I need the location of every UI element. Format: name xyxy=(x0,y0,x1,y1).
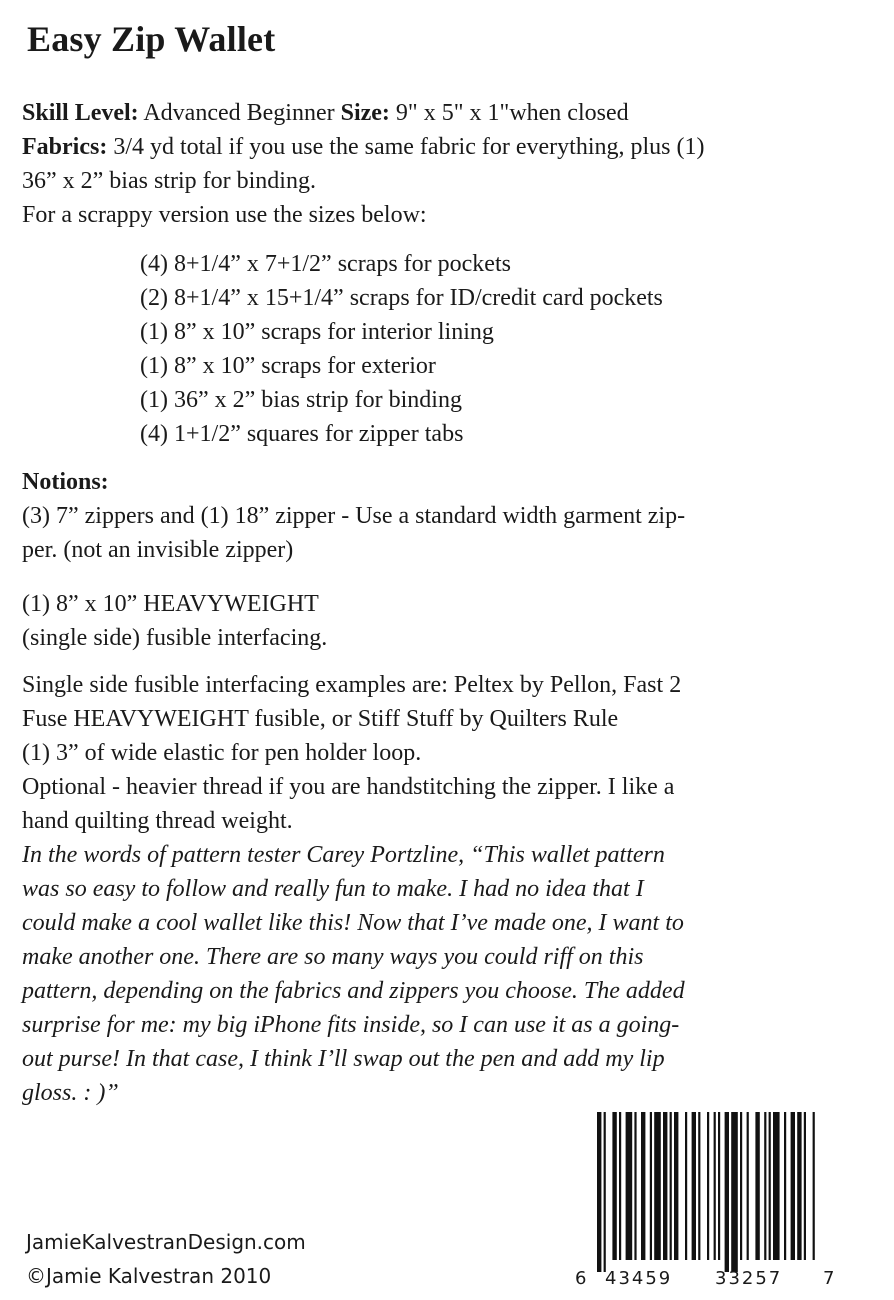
barcode-bar xyxy=(813,1112,815,1260)
barcode-bar xyxy=(740,1112,742,1260)
scrap-list xyxy=(140,247,840,451)
size-value: 9" x 5" x 1"when closed xyxy=(389,100,629,126)
barcode-bar xyxy=(692,1112,696,1260)
size-label: Size: xyxy=(340,100,390,126)
paragraph-line: Single side fusible interfacing examples are: Peltex by Pellon, Fast 2 xyxy=(22,672,682,698)
barcode-bar xyxy=(626,1112,633,1260)
skill-line xyxy=(22,96,862,130)
quote-line: surprise for me: my big iPhone fits inside, so I can use it as a going- xyxy=(22,1012,680,1038)
barcode-bar xyxy=(718,1112,720,1260)
notions-label: Notions: xyxy=(22,469,109,495)
barcode-bar xyxy=(685,1112,687,1260)
barcode-bar xyxy=(670,1112,672,1260)
copyright-text: ©Jamie Kalvestran 2010 xyxy=(26,1264,272,1288)
barcode-bar xyxy=(791,1112,795,1260)
quote-line: could make a cool wallet like this! Now that I’ve made one, I want to xyxy=(22,910,684,936)
barcode-last-digit: 7 xyxy=(823,1268,835,1289)
barcode-bar xyxy=(604,1112,606,1272)
barcode-bar xyxy=(663,1112,667,1260)
list-item: (4) 1+1/2” squares for zipper tabs xyxy=(140,421,464,447)
interfacing-line-1: (1) 8” x 10” HEAVYWEIGHT xyxy=(22,591,319,617)
barcode-bars-icon xyxy=(575,1112,837,1272)
barcode-bar xyxy=(764,1112,766,1260)
fabrics-text: 3/4 yd total if you use the same fabric for everything, plus (1) xyxy=(107,134,705,160)
barcode-first-digit: 6 xyxy=(575,1268,587,1289)
barcode-bar xyxy=(797,1112,801,1260)
fabrics-line xyxy=(22,130,862,164)
barcode-bar xyxy=(634,1112,636,1260)
barcode-bar xyxy=(773,1112,780,1260)
quote-line: was so easy to follow and really fun to make. I had no idea that I xyxy=(22,876,644,902)
list-item: (1) 8” x 10” scraps for exterior xyxy=(140,353,436,379)
barcode-bar xyxy=(784,1112,786,1260)
barcode-right-digits: 33257 xyxy=(715,1268,783,1289)
skill-label: Skill Level: xyxy=(22,100,139,126)
barcode-bar xyxy=(674,1112,678,1260)
list-item: (2) 8+1/4” x 15+1/4” scraps for ID/credit card pockets xyxy=(140,285,663,311)
zippers-line-2: per. (not an invisible zipper) xyxy=(22,537,294,563)
fabrics-label: Fabrics: xyxy=(22,134,108,160)
list-item: (4) 8+1/4” x 7+1/2” scraps for pockets xyxy=(140,251,511,277)
barcode-bar xyxy=(650,1112,652,1260)
interfacing-block xyxy=(22,587,862,655)
quote-line: pattern, depending on the fabrics and zippers you choose. The added xyxy=(22,978,685,1004)
skill-value: Advanced Beginner xyxy=(138,100,341,126)
paragraph-line: (1) 3” of wide elastic for pen holder loop. xyxy=(22,740,422,766)
fabrics-line-2: 36” x 2” bias strip for binding. xyxy=(22,168,316,194)
barcode-bar xyxy=(612,1112,616,1260)
barcode-bar xyxy=(619,1112,621,1260)
barcode xyxy=(575,1112,837,1290)
page-title: Easy Zip Wallet xyxy=(27,19,276,59)
barcode-left-digits: 43459 xyxy=(605,1268,673,1289)
paragraph-line: Fuse HEAVYWEIGHT fusible, or Stiff Stuff by Quilters Rule xyxy=(22,706,619,732)
barcode-bar xyxy=(755,1112,759,1260)
zippers-line-1: (3) 7” zippers and (1) 18” zipper - Use a standard width garment zip- xyxy=(22,503,686,529)
website-text: JamieKalvestranDesign.com xyxy=(26,1230,306,1254)
quote-line: In the words of pattern tester Carey Portzline, “This wallet pattern xyxy=(22,842,665,868)
barcode-bar xyxy=(725,1112,729,1272)
quote-line: out purse! In that case, I think I’ll swap out the pen and add my lip xyxy=(22,1046,665,1072)
quote-line: gloss. : )” xyxy=(22,1080,119,1106)
barcode-bar xyxy=(597,1112,601,1272)
intro-block xyxy=(22,96,862,232)
barcode-bar xyxy=(769,1112,771,1260)
barcode-bar xyxy=(804,1112,806,1260)
interfacing-line-2: (single side) fusible interfacing. xyxy=(22,625,328,651)
details-paragraph xyxy=(22,668,862,1110)
barcode-bar xyxy=(707,1112,709,1260)
barcode-bar xyxy=(747,1112,749,1260)
notions-block xyxy=(22,465,862,567)
paragraph-line: hand quilting thread weight. xyxy=(22,808,293,834)
barcode-bar xyxy=(654,1112,661,1260)
paragraph-line: Optional - heavier thread if you are handstitching the zipper. I like a xyxy=(22,774,675,800)
list-item: (1) 36” x 2” bias strip for binding xyxy=(140,387,462,413)
barcode-bar xyxy=(641,1112,645,1260)
quote-line: make another one. There are so many ways you could riff on this xyxy=(22,944,644,970)
barcode-bar xyxy=(714,1112,716,1260)
barcode-bar xyxy=(731,1112,738,1272)
list-item: (1) 8” x 10” scraps for interior lining xyxy=(140,319,494,345)
barcode-bar xyxy=(698,1112,700,1260)
fabrics-line-3: For a scrappy version use the sizes below: xyxy=(22,202,427,228)
